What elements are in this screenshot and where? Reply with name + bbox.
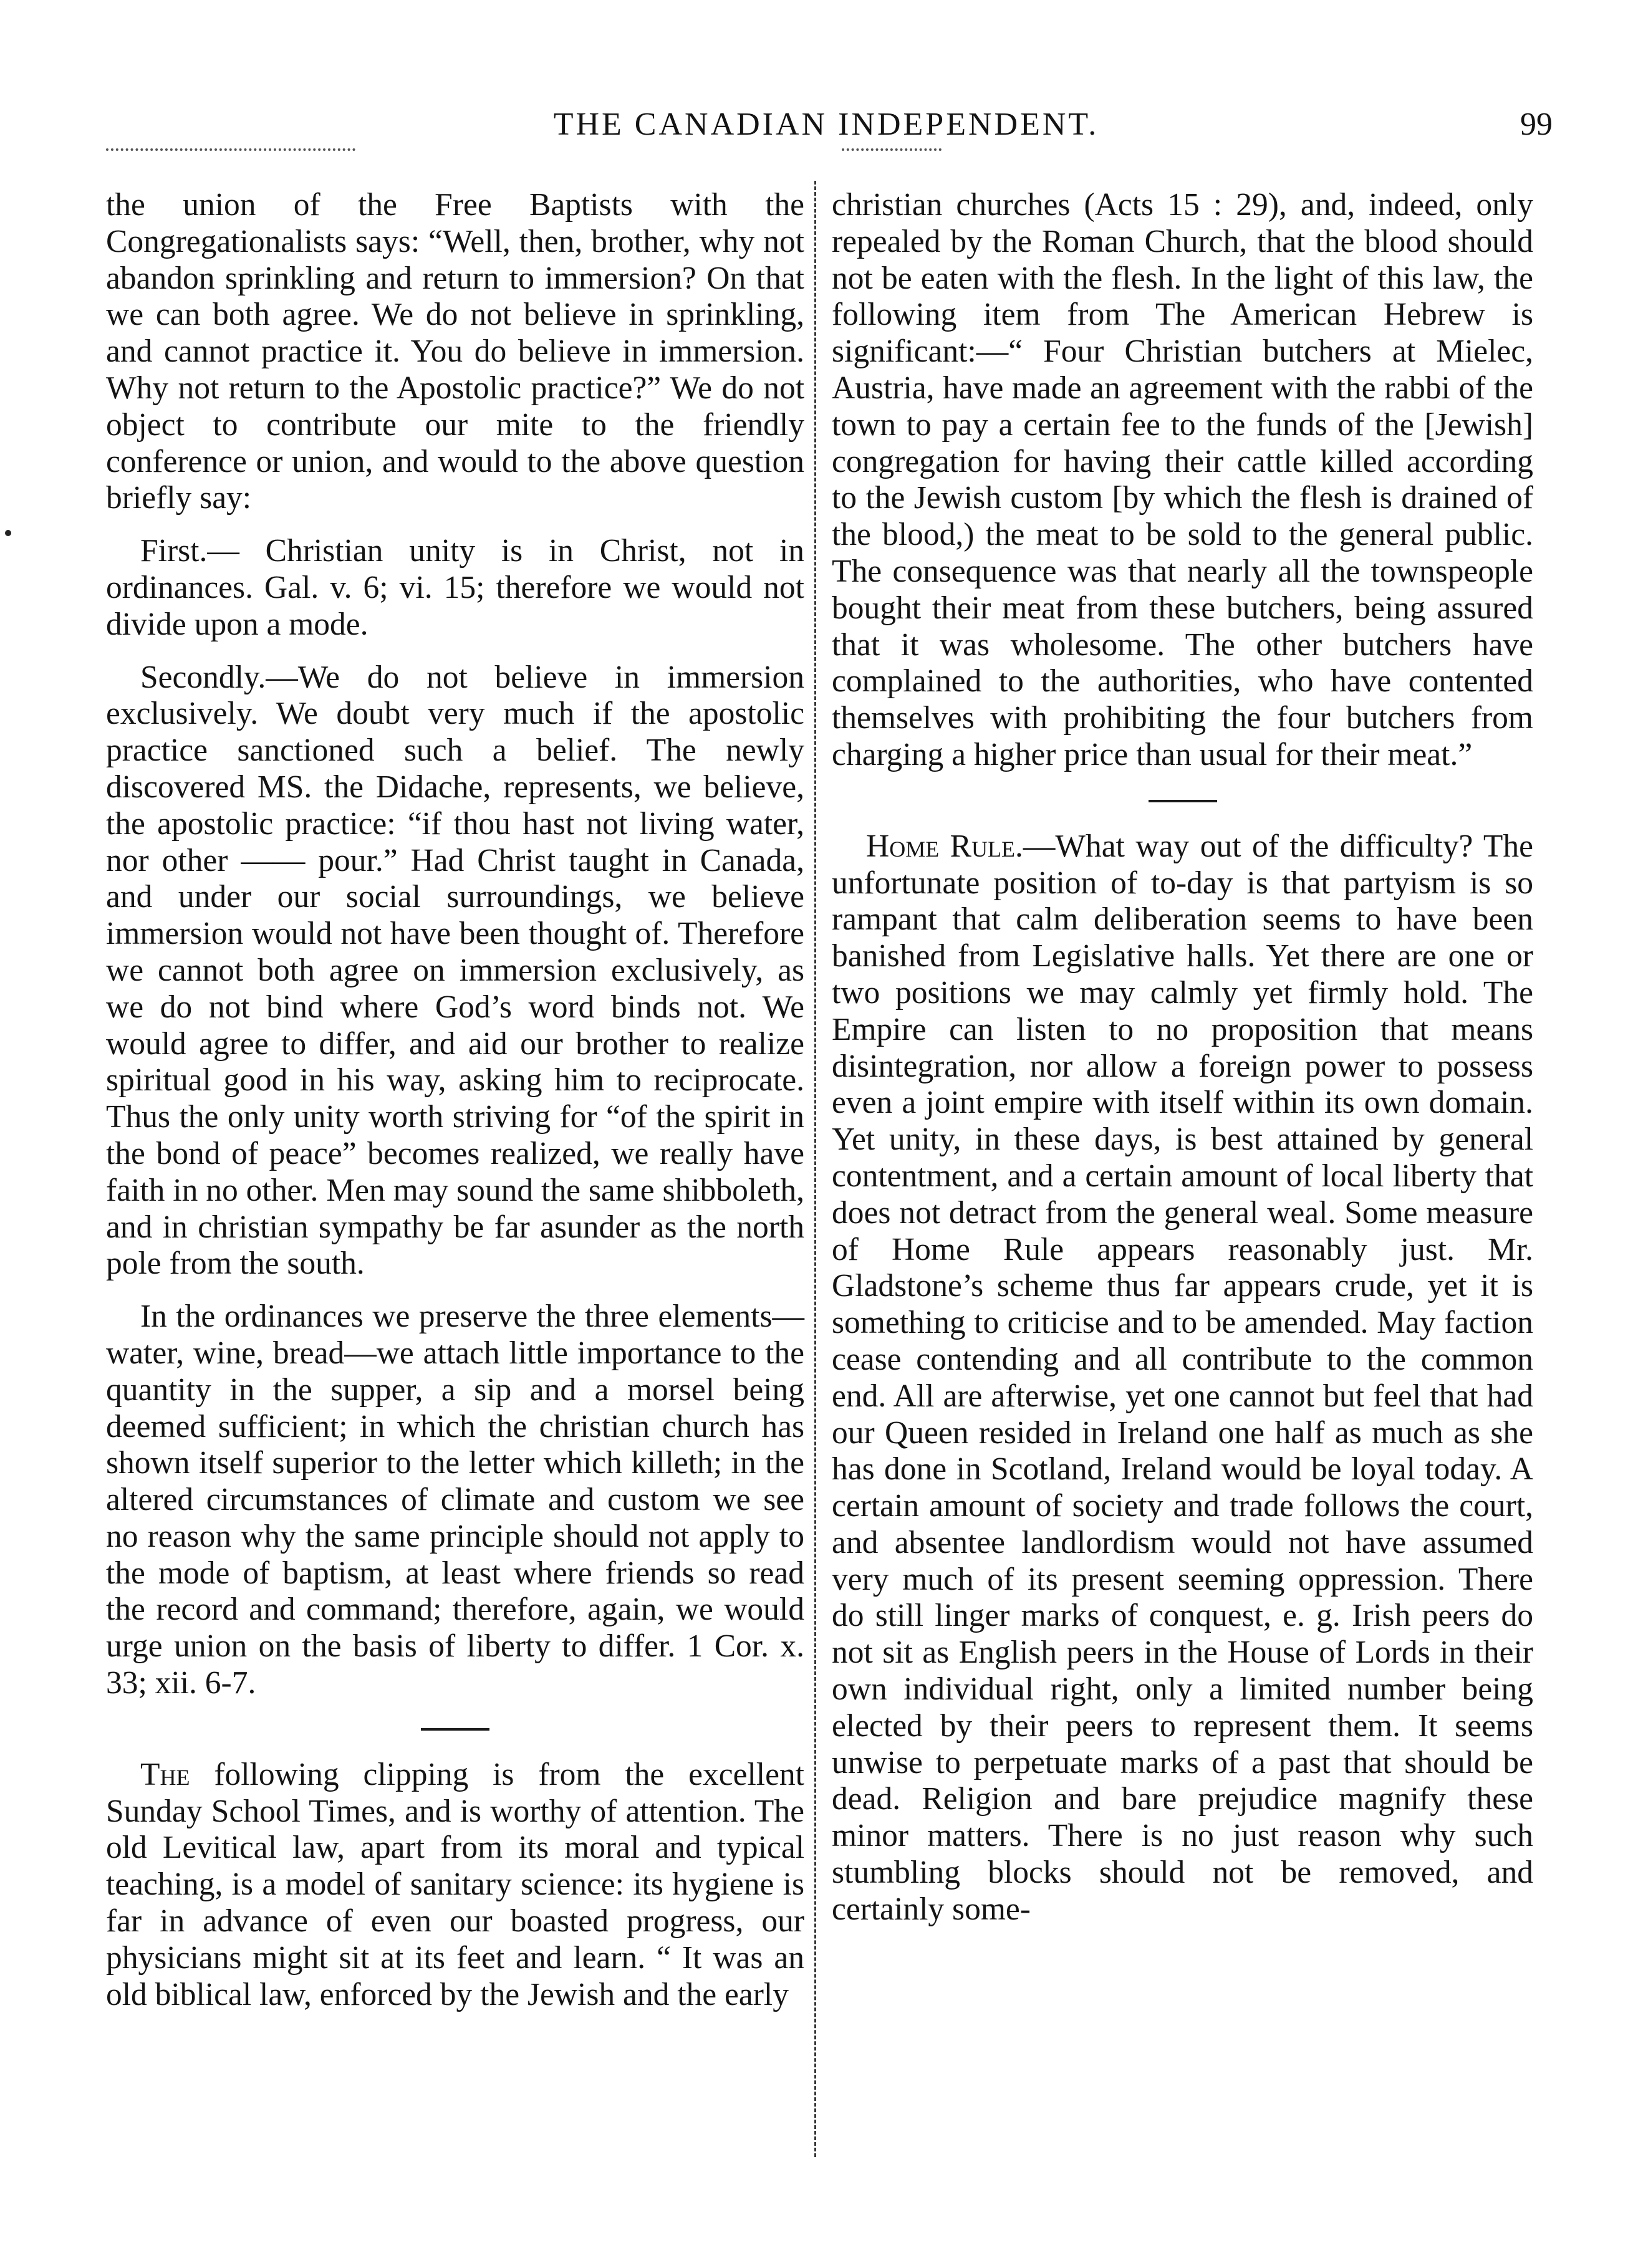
paragraph-body: —What way out of the difficulty? The unfortunate position of to-day is that partyism is so rampant that calm deliberation seems to have been banished from Legislative halls. Yet there are one or two positions we may calmly yet firmly hold. The Empire can listen to no proposition that means disintegration, nor allow a foreign power to possess even a joint empire with itself within its own domain. Yet unity, in these days, is best attained by general contentment, and a certain amount of local liberty that does not detract from the general weal. Some measure of Home Rule appears reasonably just. Mr. Gladstone’s scheme thus far appears crude, yet it is something to criticise and to be amended. May faction cease contending and all contribute to the common end. All are afterwise, yet one cannot but feel that had our Queen resided in Ireland one half as much as she has done in Scotland, Ireland would be loyal today. A certain amount of society and trade follows the court, and absentee landlordism would not have assumed very much of its present seeming oppression. There do still linger marks of conquest, e. g. Irish peers do not sit as English peers in the House of Lords in their own individual right, only a limited number being elected by their peers to represent them. It seems unwise to perpetuate marks of a past that should be dead. Religion and bare prejudice magnify these minor matters. There is no just reason why such stumbling blocks should not be removed, and certainly some- <box>832 828 1533 1927</box>
column-divider <box>814 181 816 2157</box>
page-number: 99 <box>1520 107 1553 142</box>
paragraph-secondly: Secondly.—We do not believe in immersion exclusively. We doubt very much if the apostolic practice sanctioned such a belief. The newly discovered MS. the Didache, represents, we believe, the apostolic practice: “if thou hast not living water, nor other —— pour.” Had Christ taught in Canada, and under our social surroundings, we believe immersion would not have been thought of. Therefore we cannot both agree on immersion exclusively, as we do not bind where God’s word binds not. We would agree to differ, and aid our brother to realize spiritual good in his way, asking him to reciprocate. Thus the only unity worth striving for “of the spirit in the bond of peace” becomes realized, we really have faith in no other. Men may sound the same shibboleth, and in christian sympathy be far asunder as the north pole from the south. <box>106 659 804 1282</box>
section-rule <box>1149 800 1217 802</box>
header-rule-right <box>842 148 942 163</box>
header-rule-left <box>106 148 355 163</box>
paragraph-continued: the union of the Free Baptists with the Congregationalists says: “Well, then, brother, why not abandon sprinkling and return to immersion? On that we can both agree. We do not believe in sprinkling, and cannot practice it. You do believe in immersion. Why not return to the Apostolic practice?” We do not object to contribute our mite to the friendly conference or union, and would to the above question briefly say: <box>106 187 804 516</box>
paragraph-lead: The <box>140 1756 190 1792</box>
paragraph-ordinances: In the ordinances we preserve the three elements—water, wine, bread—we attach little importance to the quantity in the supper, a sip and a morsel being deemed sufficient; in which the christian church has shown itself superior to the letter which killeth; in the altered circumstances of climate and custom we see no reason why the same principle should not apply to the mode of baptism, at least where friends so read the record and command; therefore, again, we would urge union on the basis of liberty to differ. 1 Cor. x. 33; xii. 6-7. <box>106 1299 804 1701</box>
paragraph-first: First.— Christian unity is in Christ, not in ordinances. Gal. v. 6; vi. 15; therefore we would not divide upon a mode. <box>106 533 804 642</box>
running-title: THE CANADIAN INDEPENDENT. <box>553 107 1099 142</box>
right-column <box>832 187 1533 1928</box>
paragraph-continued: christian churches (Acts 15 : 29), and, indeed, only repealed by the Roman Church, that the blood should not be eaten with the flesh. In the light of this law, the following item from The American Hebrew is significant:—“ Four Christian butchers at Mielec, Austria, have made an agreement with the rabbi of the town to pay a certain fee to the funds of the [Jewish] congregation for having their cattle killed according to the Jewish custom [by which the flesh is drained of the blood,) the meat to be sold to the general public. The consequence was that nearly all the townspeople bought their meat from these butchers, being assured that it was wholesome. The other butchers have complained to the authorities, who have contented themselves with prohibiting the four butchers from charging a higher price than usual for their meat.” <box>832 187 1533 772</box>
section-rule <box>421 1728 489 1731</box>
ink-speck <box>5 530 11 536</box>
paragraph-home-rule <box>832 829 1533 1928</box>
section-heading: Home Rule. <box>866 828 1023 864</box>
left-column <box>106 187 804 2013</box>
paragraph-clipping <box>106 1757 804 2014</box>
paragraph-body: following clipping is from the excellent Sunday School Times, and is worthy of attention. The old Levitical law, apart from its moral and typical teaching, is a model of sanitary science: its hygiene is far in advance of even our boasted progress, our physicians might sit at its feet and learn. “ It was an old biblical law, enforced by the Jewish and the early <box>106 1756 804 2012</box>
page-header <box>100 99 1553 148</box>
